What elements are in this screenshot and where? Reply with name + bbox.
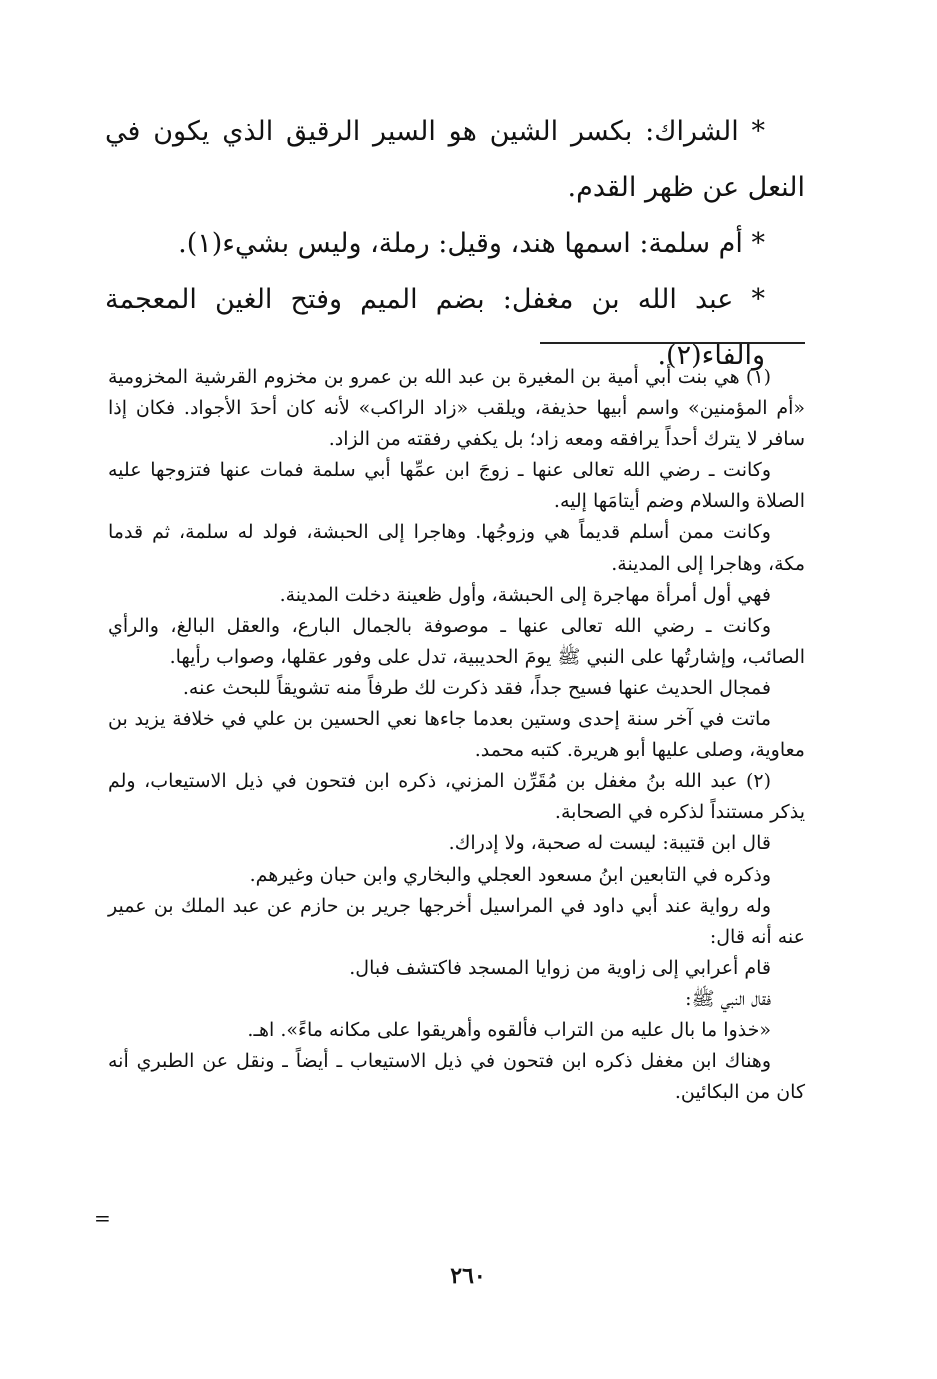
footnote-paragraph: ماتت في آخر سنة إحدى وستين بعدما جاءها نعي الحسين بن علي في خلافة يزيد بن معاوية، وصلى عليها أبو هريرة. كتبه محمد.: [108, 708, 805, 762]
entry-abdullah-ibn-mughaffal: * عبد الله بن مغفل: بضم الميم وفتح الغين المعجمة والفاء(٢).: [105, 284, 765, 371]
footnote-paragraph: «خذوا ما بال عليه من التراب فألقوه وأهريقوا على مكانه ماءً». اهـ.: [247, 1018, 771, 1041]
entry-shirak: * الشراك: بكسر الشين هو السير الرقيق الذي يكون في النعل عن ظهر القدم.: [105, 116, 805, 203]
footnote-paragraph: فقال النبي ﷺ:: [685, 987, 771, 1010]
footnote-paragraph: قال ابن قتيبة: ليست له صحبة، ولا إدراك.: [448, 832, 771, 855]
page-number: ٢٦٠: [450, 1263, 486, 1289]
footnote-2: (٢) عبد الله بنُ مغفل بن مُقَرِّن المزني، ذكره ابن فتحون في ذيل الاستيعاب، ولم يذكر مستنداً لذكره في الصحابة.: [108, 770, 805, 824]
footnote-paragraph: وذكره في التابعين ابنُ مسعود العجلي والبخاري وابن حبان وغيرهم.: [249, 863, 771, 886]
footnote-paragraph: وكانت ممن أسلم قديماً هي وزوجُها. وهاجرا إلى الحبشة، فولد له سلمة، ثم قدما مكة، وهاجرا إلى المدينة.: [108, 521, 805, 575]
footnote-paragraph: وله رواية عند أبي داود في المراسيل أخرجها جرير بن حازم عن عبد الملك بن عمير عنه أنه قال:: [108, 894, 805, 948]
footnote-separator: [540, 342, 805, 344]
footnote-paragraph: وكانت ـ رضي الله تعالى عنها ـ موصوفة بالجمال البارع، والعقل البالغ، والرأي الصائب، وإشارتُها على النبي ﷺ يومَ الحديبية، تدل على وفور عقلها، وصواب رأيها.: [108, 614, 805, 668]
footnote-1: (١) هي بنت أبي أمية بن المغيرة بن عبد الله بن عمرو بن مخزوم القرشية المخزومية «أم المؤمنين» واسم أبيها حذيفة، ويلقب «زاد الراكب» لأنه كان أحدَ الأجواد. فكان إذا سافر لا يترك أحداً يرافقه ومعه زاد؛ بل يكفي رفقته من الزاد.: [108, 366, 805, 451]
entry-umm-salama: * أم سلمة: اسمها هند، وقيل: رملة، وليس بشيء(١).: [178, 228, 765, 259]
footnote-paragraph: وهناك ابن مغفل ذكره ابن فتحون في ذيل الاستيعاب ـ أيضاً ـ ونقل عن الطبري أنه كان من البكائين.: [108, 1050, 805, 1104]
footnotes: [108, 362, 805, 1108]
footnote-paragraph: وكانت ـ رضي الله تعالى عنها ـ زوجَ ابن عمِّها أبي سلمة فمات عنها فتزوجها عليه الصلاة والسلام وضم أيتامَها إليه.: [108, 459, 805, 513]
footnote-paragraph: قام أعرابي إلى زاوية من زوايا المسجد فاكتشف فبال.: [349, 956, 771, 979]
footnote-paragraph: فهي أول أمرأة مهاجرة إلى الحبشة، وأول ظعينة دخلت المدينة.: [279, 583, 771, 606]
footnote-paragraph: فمجال الحديث عنها فسيح جداً، فقد ذكرت لك طرفاً منه تشويقاً للبحث عنه.: [182, 676, 771, 699]
continuation-mark: =: [94, 1206, 111, 1230]
